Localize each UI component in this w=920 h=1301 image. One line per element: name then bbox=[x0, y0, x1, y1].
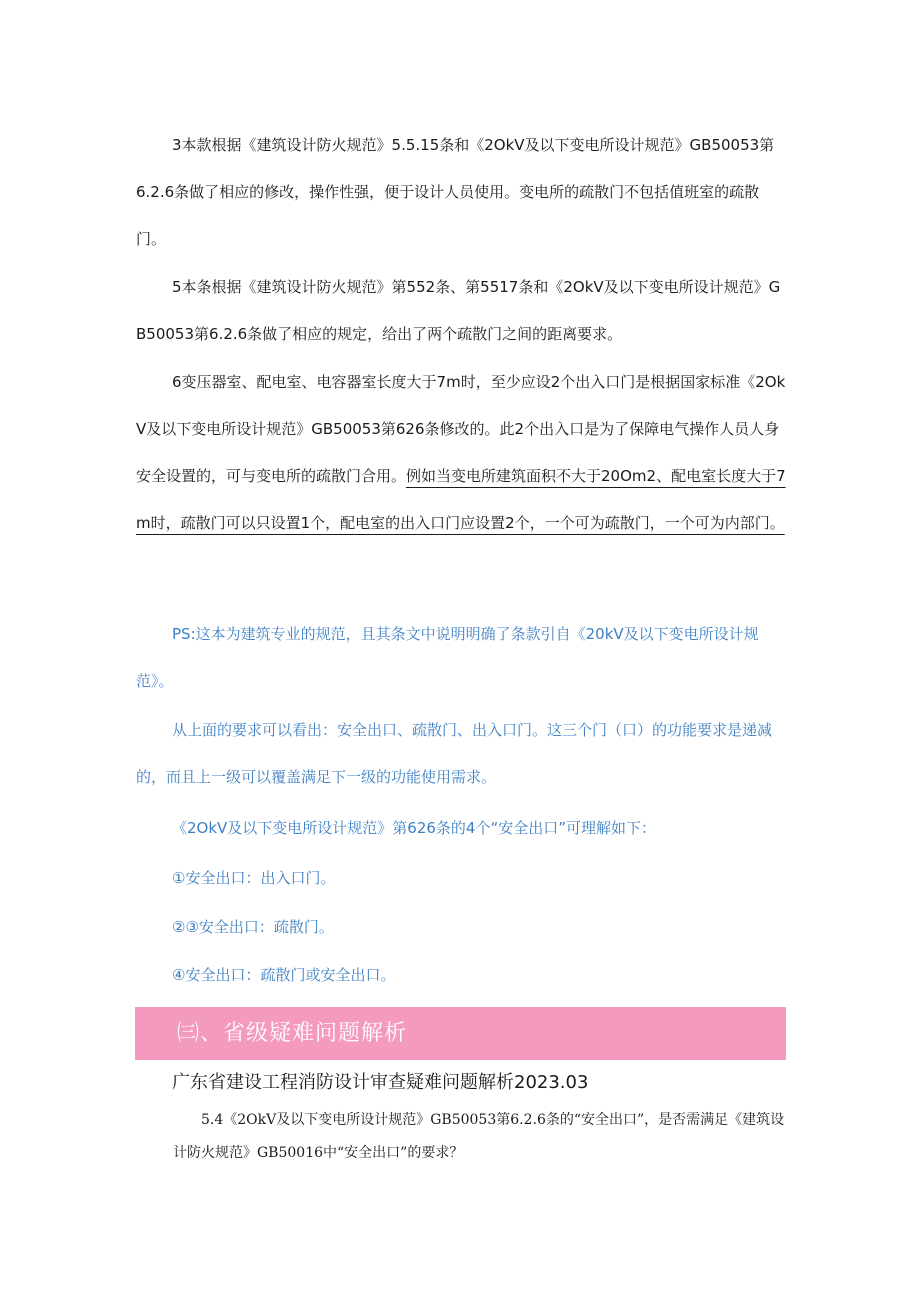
section-banner: ㈢、省级疑难问题解析 bbox=[135, 1007, 786, 1060]
list-item-2: ②③安全出口：疏散门。 bbox=[172, 918, 334, 936]
paragraph-clause-6-underlined: 例如当变电所建筑面积不大于20Om2、配电室长度大于7m时，疏散门可以只设置1个，配电室的出入口门应设置2个，一个可为疏散门，一个可为内部门。 bbox=[136, 467, 786, 532]
list-item-3: ④安全出口：疏散门或安全出口。 bbox=[172, 966, 396, 984]
paragraph-clause-6-text: 6变压器室、配电室、电容器室长度大于7m时，至少应设2个出入口门是根据国家标准《2OkV及以下变电所设计规范》GB50053第626条修改的。此2个出入口是为了保障电气操作人员人身安全设置的，可与变电所的疏散门合用。 bbox=[136, 373, 786, 485]
section-subtitle: 广东省建设工程消防设计审查疑难问题解析2023.03 bbox=[172, 1072, 589, 1093]
paragraph-clause-5: 5本条根据《建筑设计防火规范》第552条、第5517条和《2OkV及以下变电所设计规范》GB50053第6.2.6条做了相应的规定，给出了两个疏散门之间的距离要求。 bbox=[136, 278, 781, 343]
list-item-1: ①安全出口：出入口门。 bbox=[172, 869, 336, 887]
paragraph-ps-note: PS:这本为建筑专业的规范，且其条文中说明明确了条款引自《20kV及以下变电所设计规范》。 bbox=[136, 625, 759, 690]
paragraph-door-hierarchy: 从上面的要求可以看出：安全出口、疏散门、出入口门。这三个门（口）的功能要求是递减的，而且上一级可以覆盖满足下一级的功能使用需求。 bbox=[136, 721, 773, 786]
paragraph-exit-interpretation: 《2OkV及以下变电所设计规范》第626条的4个“安全出口”可理解如下： bbox=[172, 819, 657, 837]
paragraph-clause-6 bbox=[136, 359, 788, 547]
question-5-4: 5.4《2OkV及以下变电所设计规范》GB50053第6.2.6条的“安全出口”，是否需满足《建筑设计防火规范》GB50016中“安全出口”的要求？ bbox=[173, 1112, 785, 1161]
paragraph-clause-3: 3本款根据《建筑设计防火规范》5.5.15条和《2OkV及以下变电所设计规范》GB50053第6.2.6条做了相应的修改，操作性强，便于设计人员使用。变电所的疏散门不包括值班室的疏散门。 bbox=[136, 136, 775, 248]
